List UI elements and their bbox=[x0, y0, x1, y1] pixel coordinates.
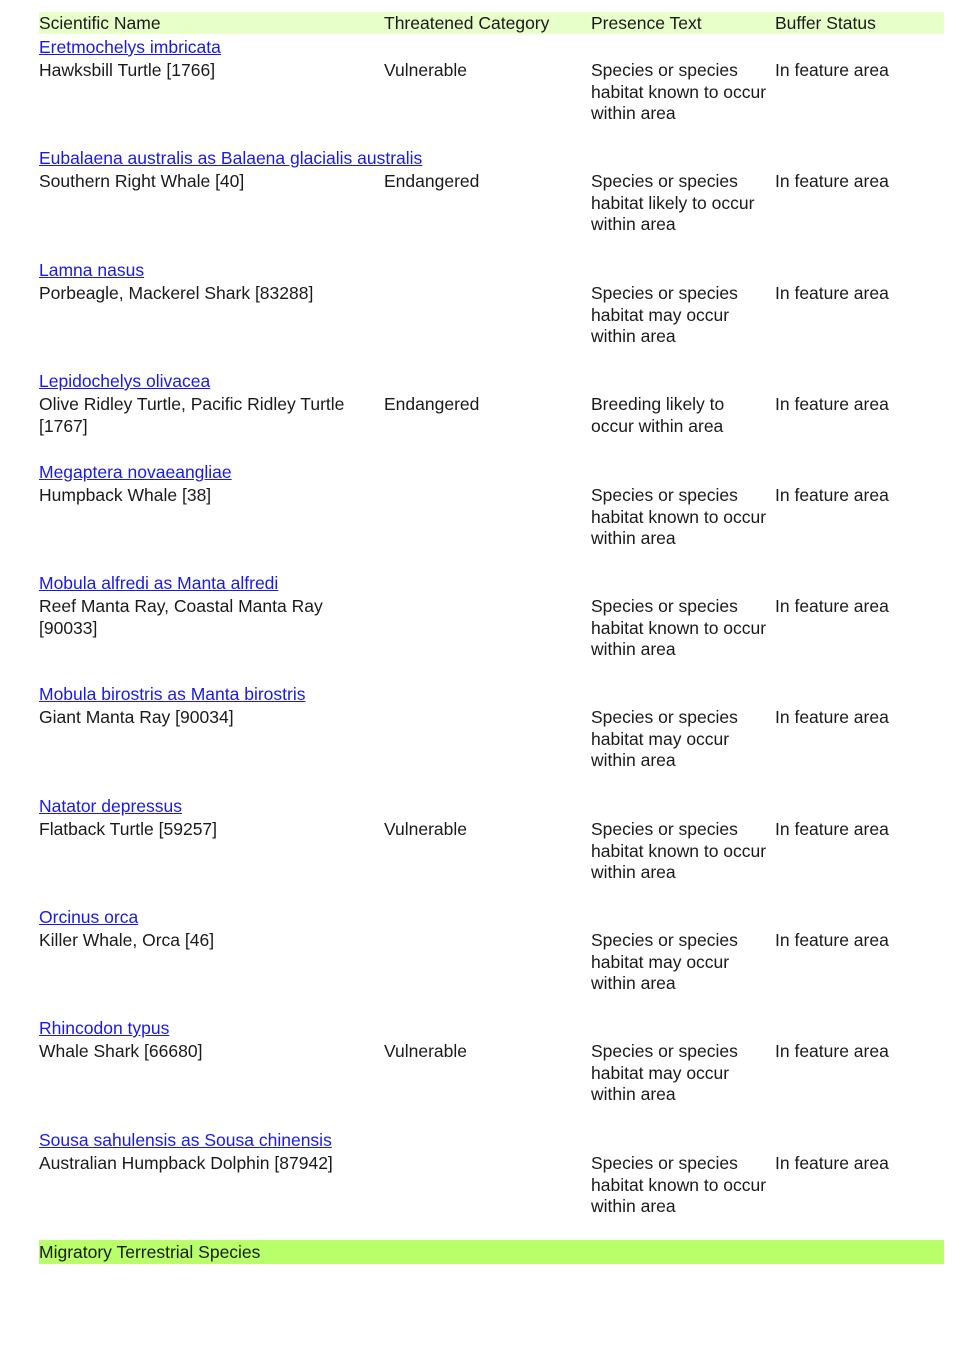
threatened-category: Vulnerable bbox=[384, 819, 468, 839]
presence-text: Species or species habitat may occur within area bbox=[591, 1041, 738, 1104]
buffer-status: In feature area bbox=[775, 171, 889, 191]
common-name: Humpback Whale [38] bbox=[39, 485, 212, 505]
threatened-category: Vulnerable bbox=[384, 60, 468, 80]
scientific-name-link[interactable]: Lamna nasus bbox=[39, 260, 145, 280]
table-header bbox=[39, 12, 944, 34]
buffer-status: In feature area bbox=[775, 596, 889, 616]
threatened-category: Vulnerable bbox=[384, 1041, 468, 1061]
presence-text: Species or species habitat known to occur within area bbox=[591, 596, 767, 659]
common-name: Southern Right Whale [40] bbox=[39, 171, 245, 191]
buffer-status: In feature area bbox=[775, 485, 889, 505]
presence-text: Breeding likely to occur within area bbox=[591, 394, 725, 436]
buffer-status: In feature area bbox=[775, 707, 889, 727]
threatened-category: Endangered bbox=[384, 394, 480, 414]
common-name: Flatback Turtle [59257] bbox=[39, 819, 218, 839]
common-name: Porbeagle, Mackerel Shark [83288] bbox=[39, 283, 314, 303]
scientific-name-link[interactable]: Natator depressus bbox=[39, 796, 182, 816]
presence-text: Species or species habitat likely to occur within area bbox=[591, 171, 755, 234]
presence-text: Species or species habitat may occur within area bbox=[591, 283, 738, 346]
common-name: Olive Ridley Turtle, Pacific Ridley Turtle [1767] bbox=[39, 394, 345, 436]
presence-text: Species or species habitat known to occur within area bbox=[591, 60, 767, 123]
presence-text: Species or species habitat may occur within area bbox=[591, 930, 738, 993]
common-name: Killer Whale, Orca [46] bbox=[39, 930, 215, 950]
presence-text: Species or species habitat known to occur within area bbox=[591, 485, 767, 548]
scientific-name-link[interactable]: Rhincodon typus bbox=[39, 1018, 170, 1038]
scientific-name-link[interactable]: Lepidochelys olivacea bbox=[39, 371, 211, 391]
threatened-category: Endangered bbox=[384, 171, 480, 191]
presence-text: Species or species habitat known to occur within area bbox=[591, 819, 767, 882]
presence-text: Species or species habitat known to occur within area bbox=[591, 1153, 767, 1216]
scientific-name-link[interactable]: Megaptera novaeangliae bbox=[39, 462, 232, 482]
common-name: Reef Manta Ray, Coastal Manta Ray [90033] bbox=[39, 596, 323, 638]
scientific-name-link[interactable]: Mobula birostris as Manta birostris bbox=[39, 684, 306, 704]
scientific-name-link[interactable]: Eretmochelys imbricata bbox=[39, 37, 221, 57]
header-buffer-status: Buffer Status bbox=[775, 13, 876, 33]
common-name: Whale Shark [66680] bbox=[39, 1041, 203, 1061]
buffer-status: In feature area bbox=[775, 283, 889, 303]
buffer-status: In feature area bbox=[775, 1041, 889, 1061]
presence-text: Species or species habitat may occur within area bbox=[591, 707, 738, 770]
buffer-status: In feature area bbox=[775, 819, 889, 839]
section-heading-migratory-terrestrial: Migratory Terrestrial Species bbox=[39, 1240, 944, 1264]
common-name: Hawksbill Turtle [1766] bbox=[39, 60, 216, 80]
buffer-status: In feature area bbox=[775, 930, 889, 950]
buffer-status: In feature area bbox=[775, 394, 889, 414]
header-scientific-name: Scientific Name bbox=[39, 13, 161, 33]
scientific-name-link[interactable]: Sousa sahulensis as Sousa chinensis bbox=[39, 1130, 332, 1150]
common-name: Australian Humpback Dolphin [87942] bbox=[39, 1153, 333, 1173]
buffer-status: In feature area bbox=[775, 1153, 889, 1173]
scientific-name-link[interactable]: Mobula alfredi as Manta alfredi bbox=[39, 573, 279, 593]
scientific-name-link[interactable]: Eubalaena australis as Balaena glacialis australis bbox=[39, 148, 423, 168]
common-name: Giant Manta Ray [90034] bbox=[39, 707, 234, 727]
header-presence-text: Presence Text bbox=[591, 13, 702, 33]
header-threatened-category: Threatened Category bbox=[384, 13, 550, 33]
buffer-status: In feature area bbox=[775, 60, 889, 80]
scientific-name-link[interactable]: Orcinus orca bbox=[39, 907, 139, 927]
